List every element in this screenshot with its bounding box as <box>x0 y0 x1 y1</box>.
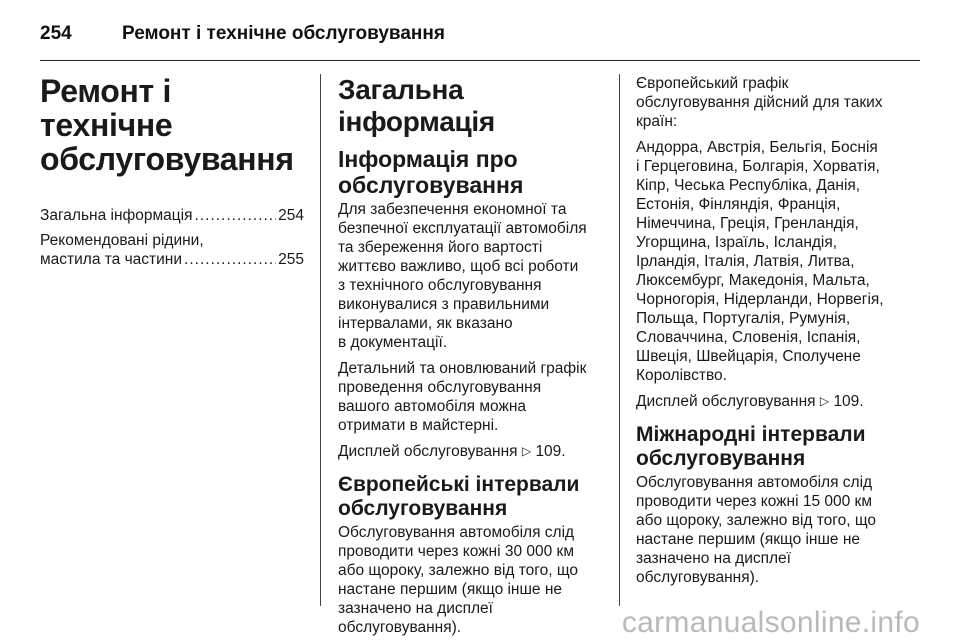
cross-reference[interactable]: Дисплей обслуговування ▷ 109. <box>338 443 566 460</box>
section-title: Загальна інформація <box>338 74 495 137</box>
header-rule <box>40 60 920 61</box>
subsection-title-service-info: Інформація про обслуговування <box>338 146 524 198</box>
watermark: carmanualsonline.info <box>621 606 920 639</box>
paragraph-international-intervals: Обслуговування автомобіля слід проводити через кожні 15 000 км або щороку, залежно від того, що настане першим (якщо інше не зазначено на дисплеї обслуговування). <box>636 474 877 586</box>
toc-page: 254 <box>278 207 304 224</box>
paragraph-european-schedule: Європейський графік обслуговування дійсний для таких країн: <box>636 75 883 130</box>
column-divider-1 <box>320 74 321 606</box>
chapter-column <box>40 74 304 275</box>
column-divider-2 <box>619 74 620 606</box>
main-column-1 <box>338 74 604 644</box>
main-column-2 <box>636 74 904 594</box>
toc-page: 255 <box>278 251 304 268</box>
reference-arrow-icon: ▷ <box>819 394 830 408</box>
toc-entry-general-info[interactable]: Загальна інформація ..... 254 <box>40 206 304 225</box>
paragraph-european-intervals: Обслуговування автомобіля слід проводити через кожні 30 000 км або щороку, залежно від того, що настане першим (якщо інше не зазначено на дисплеї обслуговування). <box>338 524 579 636</box>
chapter-title: Ремонт і технічне обслуговування <box>40 73 294 177</box>
subsection-title-international-intervals: Міжнародні інтервали обслуговування <box>636 423 866 470</box>
subsection-title-european-intervals: Європейські інтервали обслуговування <box>338 473 580 520</box>
cross-reference[interactable]: Дисплей обслуговування ▷ 109. <box>636 393 864 410</box>
running-title: Ремонт і технічне обслуговування <box>122 23 445 44</box>
paragraph-schedule: Детальний та оновлюваний графік проведення обслуговування вашого автомобіля можна отримати в майстерні. <box>338 360 587 434</box>
paragraph-countries: Андорра, Австрія, Бельгія, Боснія і Герцеговина, Болгарія, Хорватія, Кіпр, Чеська Республіка, Данія, Естонія, Фінляндія, Франція, Німеччина, Греція, Гренландія, Угорщина, Ізраїль, Ісландія, Ірландія, Італія, Латвія, Литва, Люксембург, Македонія, Мальта, Чорногорія, Нідерланди, Норвегія, Польща, Португалія, Румунія, Словаччина, Словенія, Іспанія, Швеція, Швейцарія, Сполучене Королівство. <box>636 139 884 384</box>
reference-arrow-icon: ▷ <box>521 444 532 458</box>
page-header <box>40 14 920 54</box>
paragraph-service-info: Для забезпечення економної та безпечної експлуатації автомобіля та збереження його вартості життєво важливо, щоб всі роботи з технічного обслуговування виконувалися з правильними інтервалами, як вказано в документації. <box>338 201 587 351</box>
toc-entry-fluids[interactable]: Рекомендовані рідини, мастила та частини ..... 255 <box>40 231 304 269</box>
page-number: 254 <box>40 23 72 44</box>
